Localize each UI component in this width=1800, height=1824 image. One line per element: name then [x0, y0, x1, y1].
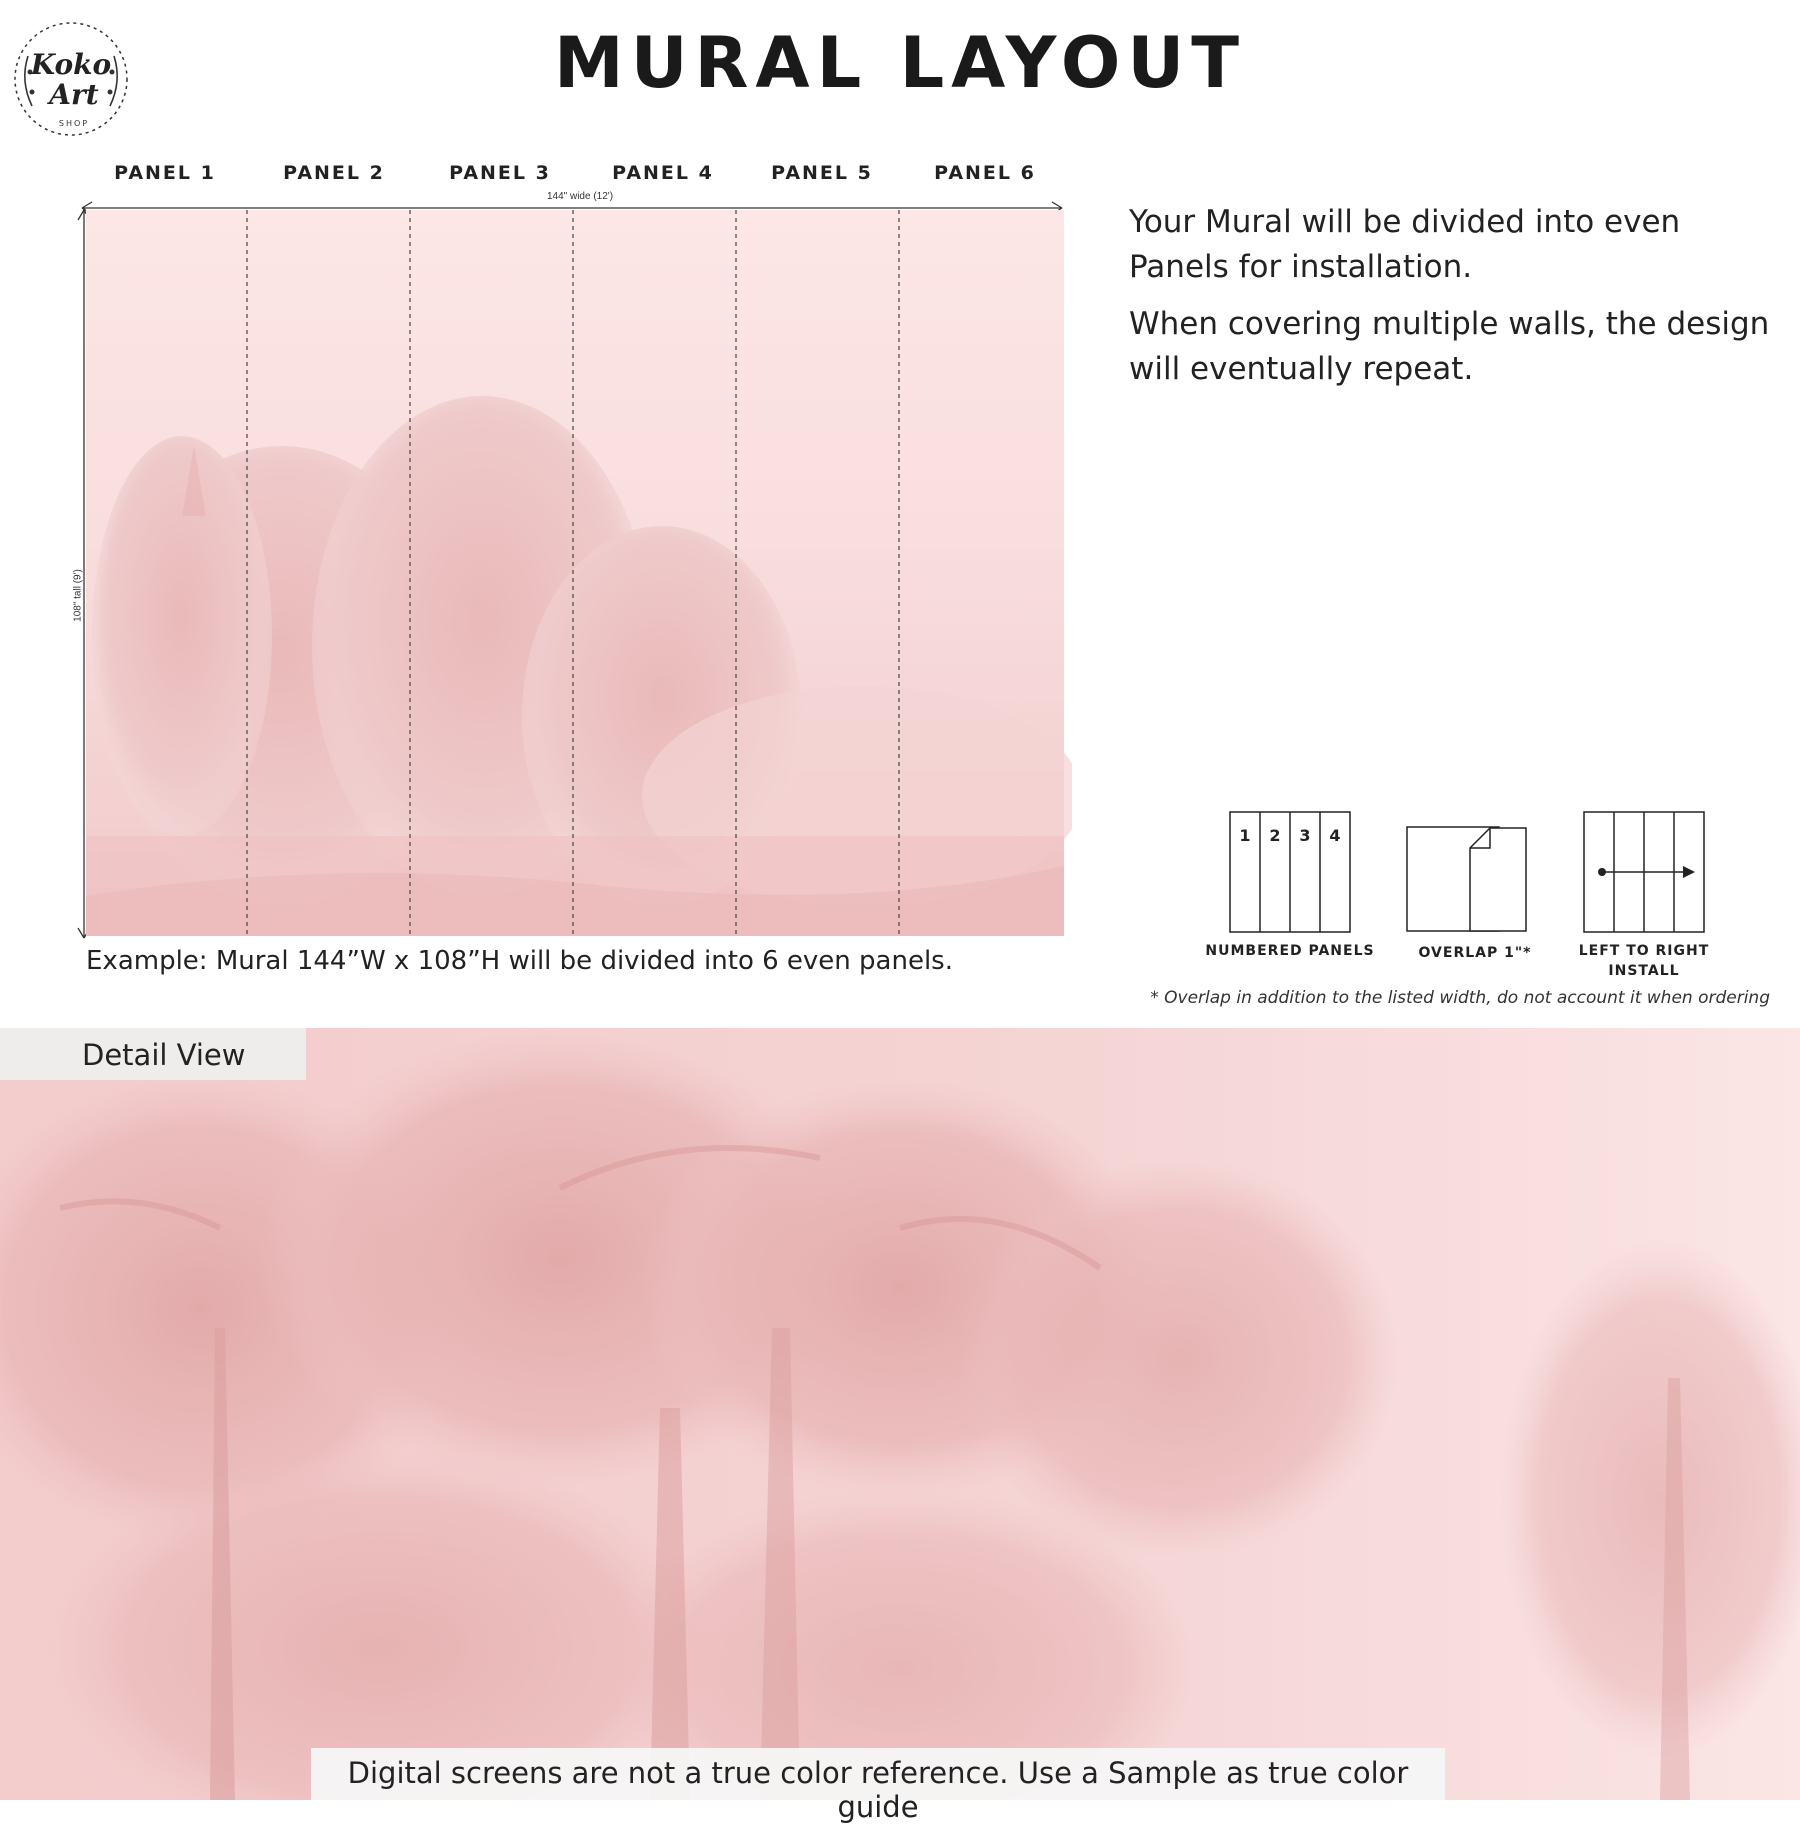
page-title: MURAL LAYOUT [554, 22, 1246, 104]
mural-illustration [86, 210, 1072, 936]
logo-text-art: Art [49, 78, 99, 111]
left-to-right-label-line1: LEFT TO RIGHT [1578, 943, 1710, 959]
logo-text-koko: Koko [30, 48, 112, 81]
panel-label-1: PANEL 1 [114, 162, 216, 184]
left-to-right-label [1559, 941, 1729, 981]
panel-label-5: PANEL 5 [771, 162, 873, 184]
description-panels: Your Mural will be divided into even Panels for installation. [1129, 204, 1681, 285]
numbered-panels-label: NUMBERED PANELS [1205, 943, 1375, 959]
panel-number-3: 3 [1299, 826, 1311, 845]
overlap-icon [1406, 826, 1530, 934]
mural-example-caption: Example: Mural 144”W x 108”H will be divided into 6 even panels. [86, 946, 953, 976]
detail-view-illustration [0, 1028, 1800, 1800]
logo-text-shop: SHOP [58, 119, 90, 128]
panel-number-2: 2 [1269, 826, 1281, 845]
width-dimension-label: 144" wide (12') [546, 191, 614, 202]
left-to-right-label-line2: INSTALL [1608, 963, 1680, 979]
panel-label-2: PANEL 2 [283, 162, 385, 184]
left-to-right-install-icon [1583, 811, 1705, 933]
detail-view-label: Detail View [82, 1038, 246, 1072]
overlap-label: OVERLAP 1"* [1418, 945, 1532, 961]
panel-label-3: PANEL 3 [449, 162, 551, 184]
mural-panel-diagram [62, 196, 1072, 946]
description-repeat: When covering multiple walls, the design will eventually repeat. [1129, 306, 1770, 387]
color-disclaimer: Digital screens are not a true color reference. Use a Sample as true color guide [347, 1756, 1409, 1824]
panel-number-1: 1 [1239, 826, 1251, 845]
numbered-panels-icon [1229, 811, 1351, 933]
panel-label-6: PANEL 6 [934, 162, 1036, 184]
overlap-footnote: * Overlap in addition to the listed width, do not account it when ordering [1150, 988, 1770, 1008]
height-dimension-label: 108" tall (9') [72, 569, 84, 622]
panel-number-4: 4 [1329, 826, 1341, 845]
panel-label-4: PANEL 4 [612, 162, 714, 184]
